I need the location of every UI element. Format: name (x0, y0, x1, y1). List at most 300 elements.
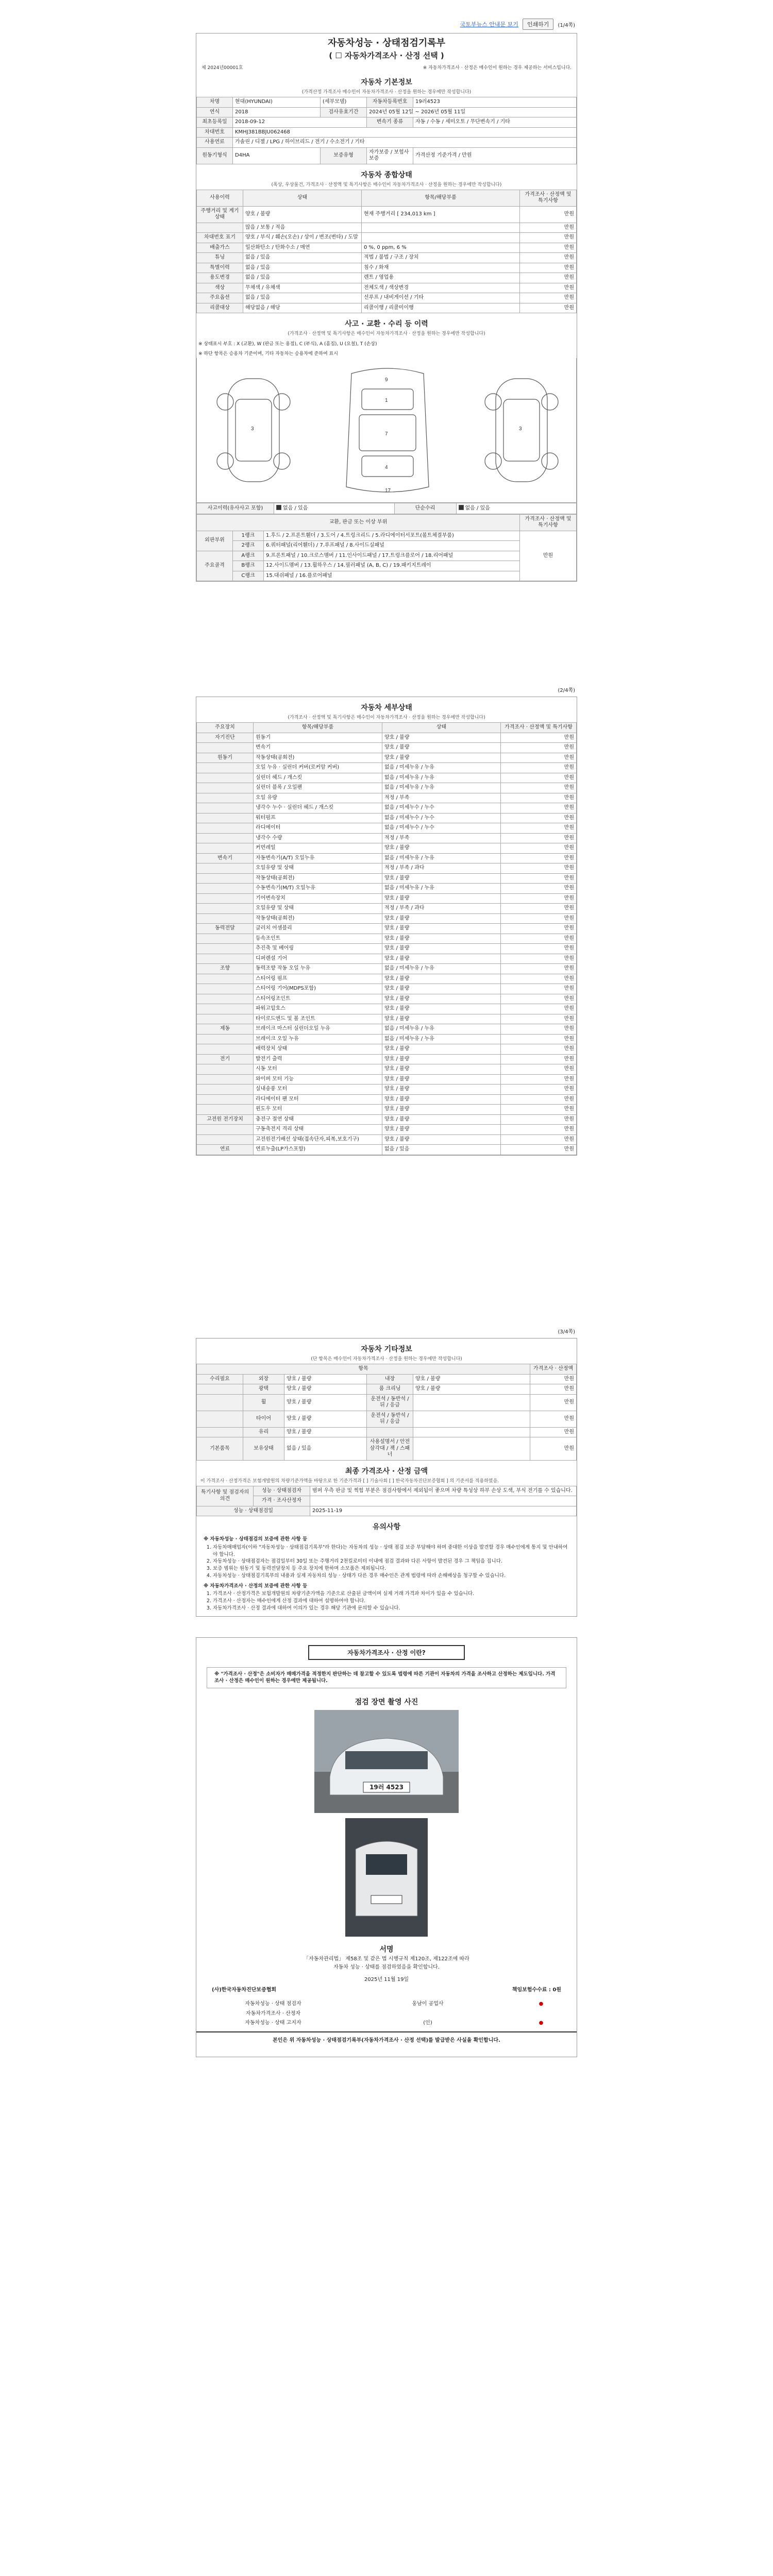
table-row (216, 1999, 557, 2009)
cell-label (197, 763, 254, 773)
table-row (197, 293, 577, 303)
detail-section-note: (가격조사 · 산정액 및 특기사항은 매수인이 자동차가격조사 · 산정을 원하는 경우에만 작성합니다) (288, 715, 485, 720)
list-item: 1. 자동차매매업자(이하 "자동차성능 · 상태점검기록부"라 한다)는 자동차의 성능 · 상태 점검 보증 부담해야 하며 중대한 이상을 발견할 경우 매수인에게 통지 및 안내하여야 합니다. (213, 1544, 569, 1558)
exchange-table (196, 514, 577, 582)
cell-label: 자동차가격조사 · 산정자 (245, 2010, 301, 2016)
notice-link[interactable]: 국토부뉴스 안내문 보기 (460, 21, 518, 28)
cell-value: 냉각수 수량 (254, 833, 382, 843)
cell-label: 1랭크 (233, 531, 264, 541)
cell-label: 자동차성능 · 상태 점검자 (245, 2001, 301, 2007)
cell-label: C랭크 (233, 571, 264, 581)
cell-value: 만원 (501, 1084, 577, 1095)
status-table (196, 190, 577, 314)
accident-section-title: 사고 · 교환 · 수리 등 이력 (345, 320, 428, 328)
list-item: 3. 자동차가격조사 · 산정 결과에 대하여 이의가 있는 경우 해당 기관에 문의할 수 있습니다. (213, 1605, 569, 1612)
cell-value: 양호 / 불량 (382, 1014, 501, 1024)
cell-value (413, 1394, 530, 1411)
car-damage-diagram (196, 358, 577, 503)
cell-label: 사용연료 (197, 138, 233, 148)
cell-value: 양호 / 불량 (413, 1384, 530, 1395)
table-row (197, 843, 577, 854)
cell-value: 양호 / 불량 (382, 1094, 501, 1105)
cell-value: 워터펌프 (254, 813, 382, 823)
cell-value: 양호 / 불량 (382, 924, 501, 934)
cell-label: 연식 (197, 107, 233, 117)
cell-label: 주요옵션 (197, 293, 243, 303)
cell-label: 자기진단 (197, 733, 254, 743)
cell-value: 양호 / 불량 (382, 974, 501, 984)
notice-title: 유의사항 (372, 1523, 401, 1531)
detail-section-title: 자동차 세부상태 (361, 704, 412, 712)
cell-label: 변속기 (197, 853, 254, 863)
cell-label: 동력전달 (197, 924, 254, 934)
cell-value (362, 223, 520, 233)
list-item: 2. 자동차성능 · 상태점검자는 점검일부터 30일 또는 주행거리 2천킬로미터 이내에 점검 결과와 다른 사항이 발견된 경우 그 책임을 집니다. (213, 1558, 569, 1565)
cell-label: 색상 (197, 283, 243, 293)
checkbox-icon (459, 505, 464, 510)
basic-info-table (196, 97, 577, 164)
column-header: 교환, 판금 또는 이상 부위 (197, 514, 520, 531)
cell-value: 없음 / 미세누유 / 누유 (382, 773, 501, 783)
cell-label (197, 1064, 254, 1075)
cell-label: 변속기 종류 (367, 117, 413, 128)
page-number: (3/4쪽) (558, 1329, 575, 1335)
svg-text:4: 4 (385, 465, 388, 470)
etc-table (196, 1364, 577, 1461)
cell-label: 원동기형식 (197, 147, 233, 164)
signature-block (196, 1955, 577, 2028)
detail-rows (197, 733, 577, 1155)
cell-value: 양호 / 불량 (382, 934, 501, 944)
cell-value: D4HA (233, 147, 321, 164)
cell-value: 실내송풍 모터 (254, 1084, 382, 1095)
cell-value: 만원 (501, 954, 577, 964)
accident-legend-2: ※ 하단 항목은 승용차 기준이며, 기타 자동차는 승용차에 준하여 표시 (198, 351, 338, 357)
cell-label: 배출가스 (197, 243, 243, 253)
table-row (197, 1506, 577, 1516)
cell-value: 선루프 / 내비게이션 / 기타 (362, 293, 520, 303)
cell-value: 현대(HYUNDAI) (233, 97, 321, 108)
table-row (197, 561, 577, 571)
top-toolbar (196, 15, 577, 33)
table-row (197, 541, 577, 551)
list-item: 1. 가격조사 · 산정가격은 보험개발원의 차량기준가액을 기준으로 산출된 금액이며 실제 거래 가격과 차이가 있을 수 있습니다. (213, 1590, 569, 1598)
cell-value: 가격산정 기준가격 / 만원 (413, 147, 577, 164)
table-row (197, 571, 577, 581)
cell-value: 없음 / 미세누유 / 누유 (382, 1024, 501, 1035)
cell-value: 만원 (520, 283, 577, 293)
cell-value: 디퍼렌셜 기어 (254, 954, 382, 964)
table-row (197, 743, 577, 753)
cell-label: 자동차성능 · 상태 고지자 (245, 2020, 301, 2026)
cell-label (197, 1014, 254, 1024)
table-row (197, 1145, 577, 1155)
table-row (197, 813, 577, 823)
etc-section-note: (단 항목은 매수인이 자동차가격조사 · 산정을 원하는 경우에만 작성합니다) (311, 1357, 462, 1362)
cell-label (197, 873, 254, 884)
cell-value: 양호 / 불량 (382, 753, 501, 763)
table-header-row (197, 190, 577, 206)
cell-value: 만원 (501, 974, 577, 984)
table-row (197, 924, 577, 934)
cell-value: 실린더 헤드 / 개스킷 (254, 773, 382, 783)
cell-value: 스티어링 기어(MDPS포함) (254, 984, 382, 994)
cell-value: 양호 / 불량 (382, 1084, 501, 1095)
cell-label: 사용설명서 / 안전삼각대 / 잭 / 스패너 (367, 1437, 413, 1461)
cell-label (197, 773, 254, 783)
basic-section-note: (가격산정 가격조사 매수인이 자동차가격조사 · 산정을 원하는 경우에만 작성합니다) (301, 90, 472, 95)
cell-value: 만원 (501, 813, 577, 823)
cell-label (197, 863, 254, 874)
cell-value: 만원 (501, 913, 577, 924)
cell-value: 양호 / 불량 (382, 1054, 501, 1064)
table-row (197, 531, 577, 541)
cell-value: 없음 / 미세누유 / 누유 (382, 783, 501, 793)
cell-value: 없음 / 미세누수 / 누수 (382, 823, 501, 834)
cell-label: 광택 (243, 1384, 284, 1395)
accident-legend: ※ 상태표시 부호 : X (교환), W (판금 또는 용접), C (부식), A (흠집), U (요철), T (손상) (198, 342, 377, 347)
cell-value: 만원 (530, 1384, 577, 1395)
notice-list-1 (213, 1544, 569, 1580)
cell-value: 없음 / 있음 (243, 253, 362, 263)
cell-value: 발전기 출력 (254, 1054, 382, 1064)
svg-text:9: 9 (385, 377, 388, 383)
record-sheet-4 (196, 1637, 577, 2057)
cell-value: 해당없음 / 해당 (243, 303, 362, 313)
cell-text: 없음 / 있음 (283, 505, 308, 511)
cell-value: 만원 (501, 853, 577, 863)
cell-label (197, 1125, 254, 1135)
cell-value: 적정 / 부족 / 과다 (382, 904, 501, 914)
table-row (197, 551, 577, 561)
svg-text:3: 3 (251, 426, 254, 432)
front-photo (314, 1710, 459, 1813)
cell-label (197, 1394, 243, 1411)
cell-value: 양호 / 불량 (382, 1064, 501, 1075)
print-button[interactable]: 인쇄하기 (523, 19, 554, 30)
table-row (197, 1024, 577, 1035)
cell-value: 만원 (520, 273, 577, 283)
cell-value: 2024년 05월 12일 ~ 2026년 05월 11일 (367, 107, 577, 117)
cell-label: 휠 (243, 1394, 284, 1411)
cell-value: 만원 (530, 1374, 577, 1384)
cell-label: 타이어 (243, 1411, 284, 1427)
table-row (197, 1084, 577, 1095)
cell-value: 동력조향 작동 오일 누유 (254, 964, 382, 974)
cell-label (197, 1034, 254, 1044)
cell-value: 양호 / 불량 (382, 913, 501, 924)
cell-value: 오일 유량 (254, 793, 382, 803)
signature-fee: 책임보험수수료 : 0원 (512, 1987, 561, 1993)
cell-value: 추진축 및 베어링 (254, 944, 382, 954)
table-row (197, 773, 577, 783)
table-row (197, 1384, 577, 1395)
cell-value: 양호 / 불량 (382, 954, 501, 964)
table-row (197, 243, 577, 253)
cell-value: 양호 / 부식 / 훼손(오손) / 상이 / 변조(변타) / 도말 (243, 233, 362, 243)
cell-value: 클러치 어셈블리 (254, 924, 382, 934)
cell-value: 양호 / 불량 (382, 733, 501, 743)
page-number: (1/4쪽) (558, 22, 575, 28)
table-header-row (197, 514, 577, 531)
photo-section-title: 점검 장면 촬영 사진 (355, 1698, 418, 1707)
cell-value: 만원 (501, 1064, 577, 1075)
signer-table (216, 1999, 557, 2028)
table-row (197, 1064, 577, 1075)
cell-label (197, 833, 254, 843)
cell-value: 리콜이행 / 리콜미이행 (362, 303, 520, 313)
table-row (197, 884, 577, 894)
cell-value: 오일 누유 · 실린더 커버(로커암 커버) (254, 763, 382, 773)
cell-value (310, 1496, 577, 1506)
table-row (197, 1394, 577, 1411)
cell-value: 냉각수 누수 · 실린더 헤드 / 개스킷 (254, 803, 382, 814)
cell-label: 검사유효기간 (321, 107, 367, 117)
table-row (197, 1437, 577, 1461)
table-row (197, 1094, 577, 1105)
cell-value: 현재 주행거리 [ 234,013 km ] (362, 206, 520, 223)
cell-label: 주행거리 및 계기상태 (197, 206, 243, 223)
cell-label (197, 783, 254, 793)
notice-list-2 (213, 1590, 569, 1612)
cell-value: 적법 / 불법 / 구조 / 장치 (362, 253, 520, 263)
cell-value: 양호 / 불량 (382, 1134, 501, 1145)
svg-text:1: 1 (385, 398, 388, 403)
cell-value: 기어변속장치 (254, 893, 382, 904)
cell-value: 만원 (501, 843, 577, 854)
cell-value: 연료누출(LP가스포함) (254, 1145, 382, 1155)
cell-value (456, 503, 577, 514)
cell-value: 19러4523 (413, 97, 577, 108)
cell-value: 만원 (501, 1024, 577, 1035)
page-3-toolbar (196, 1324, 577, 1338)
cell-value: 9.프론트패널 / 10.크로스멤버 / 11.인사이드패널 / 17.트렁크플로어 / 18.리어패널 (264, 551, 520, 561)
cell-value: 만원 (520, 293, 577, 303)
table-row (197, 863, 577, 874)
cell-value: 만원 (501, 1034, 577, 1044)
cell-value: 만원 (520, 243, 577, 253)
cell-value: 만원 (520, 531, 577, 581)
cell-label: 자동차등록번호 (367, 97, 413, 108)
cell-value: 없음 / 미세누수 / 누수 (382, 803, 501, 814)
cell-value: 커먼레일 (254, 843, 382, 854)
cell-value: 없음 / 미세누유 / 누유 (382, 853, 501, 863)
cell-value: 브레이크 마스터 실린더오일 누유 (254, 1024, 382, 1035)
table-row (197, 1114, 577, 1125)
cell-label: 내장 (367, 1374, 413, 1384)
cell-value: 적정 / 부족 (382, 833, 501, 843)
cell-value: 작동상태(공회전) (254, 753, 382, 763)
cell-value: 양호 / 불량 (284, 1374, 367, 1384)
etc-rows (197, 1374, 577, 1460)
cell-value: 오일유량 및 상태 (254, 904, 382, 914)
cell-value: 많음 / 보통 / 적음 (243, 223, 362, 233)
cell-label (197, 1384, 243, 1395)
column-header: 항목/해당부품 (254, 723, 382, 733)
cell-value: 만원 (501, 1145, 577, 1155)
cell-label: 연료 (197, 1145, 254, 1155)
cell-value: 양호 / 불량 (382, 944, 501, 954)
svg-text:17: 17 (385, 488, 391, 494)
cell-label: 특기사항 및 점검자의 의견 (197, 1486, 254, 1506)
cell-label: 고전원 전기장치 (197, 1114, 254, 1125)
cell-value: 1.후드 / 2.프론트휀더 / 3.도어 / 4.트렁크리드 / 5.라디에이터서포트(볼트체결부품) (264, 531, 520, 541)
cell-value: 12.사이드멤버 / 13.휠하우스 / 14.필러패널 (A, B, C) / 19.패키지트레이 (264, 561, 520, 571)
cell-label (197, 1074, 254, 1084)
table-row (197, 1496, 577, 1506)
cell-value: 스티어링조인트 (254, 994, 382, 1004)
cell-label (197, 823, 254, 834)
cell-value: 만원 (501, 944, 577, 954)
cell-value: 범퍼 우측 판금 및 찍힘 부분은 점검사항에서 제외됨이 좋으며 차량 특성상 하부 손상 도색, 부식 전기를 수 있습니다. (310, 1486, 577, 1496)
cell-value (413, 1437, 530, 1461)
cell-value: 만원 (520, 303, 577, 313)
cell-value: 양호 / 불량 (382, 984, 501, 994)
cell-value: 양호 / 불량 (382, 1114, 501, 1125)
document-meta (196, 63, 577, 72)
cell-label (197, 974, 254, 984)
cell-value: 배력장치 상태 (254, 1044, 382, 1055)
cell-value: 없음 / 미세누유 / 누유 (382, 964, 501, 974)
cell-value: 양호 / 불량 (382, 1125, 501, 1135)
signature-line-1: 「자동차관리법」 제58조 및 같은 법 시행규칙 제120조, 제122조에 따라 (304, 1956, 469, 1962)
cell-label: 룸 크리닝 (367, 1384, 413, 1395)
cell-value: 만원 (501, 1094, 577, 1105)
cell-value: 작동상태(공회전) (254, 913, 382, 924)
cell-value: 전체도색 / 색상변경 (362, 283, 520, 293)
table-row (197, 1486, 577, 1496)
cell-value: 등속조인트 (254, 934, 382, 944)
cell-value: (세부모델) (321, 97, 367, 108)
page-2 (196, 683, 577, 1156)
cell-label: 주요골격 (197, 551, 233, 581)
table-row (197, 233, 577, 243)
cell-value: 스티어링 펌프 (254, 974, 382, 984)
table-row (197, 303, 577, 313)
cell-label (197, 984, 254, 994)
cell-value: 양호 / 불량 (382, 873, 501, 884)
cell-value: 만원 (501, 773, 577, 783)
cell-value: 없음 / 미세누유 / 누유 (382, 763, 501, 773)
table-row (197, 206, 577, 223)
cell-value: 만원 (501, 904, 577, 914)
plate-number: 19러 4523 (369, 1784, 404, 1791)
svg-text:7: 7 (385, 431, 388, 437)
signature-title: 서명 (379, 1945, 394, 1954)
price-table (196, 1486, 577, 1517)
table-row (197, 253, 577, 263)
basic-section-title: 자동차 기본정보 (361, 78, 412, 87)
cell-value: 자가보증 / 보험사보증 (367, 147, 413, 164)
cell-label: 수리필요 (197, 1374, 243, 1384)
table-row (197, 944, 577, 954)
cell-label: A랭크 (233, 551, 264, 561)
cell-value: 수동변속기(M/T) 오일누유 (254, 884, 382, 894)
price-section-title: 최종 가격조사 · 산정 금액 (345, 1467, 428, 1476)
notice-block (196, 1533, 577, 1616)
table-row (197, 1074, 577, 1084)
cell-value: 실린더 블록 / 오일팬 (254, 783, 382, 793)
table-row (197, 1034, 577, 1044)
cell-value: 만원 (530, 1437, 577, 1461)
table-row (197, 263, 577, 273)
cell-value (274, 503, 395, 514)
cell-value: 만원 (501, 984, 577, 994)
cell-value (330, 2009, 526, 2019)
cell-label (197, 944, 254, 954)
cell-value: 와이퍼 모터 기능 (254, 1074, 382, 1084)
cell-value: 만원 (520, 263, 577, 273)
cell-label: 제동 (197, 1024, 254, 1035)
table-row (197, 934, 577, 944)
cell-value: 브레이크 오일 누유 (254, 1034, 382, 1044)
cell-label: 유리 (243, 1427, 284, 1437)
table-header-row (197, 723, 577, 733)
cell-label (197, 743, 254, 753)
cell-value: 윈도우 모터 (254, 1105, 382, 1115)
cell-label (197, 793, 254, 803)
cell-value: 없음 / 있음 (382, 1145, 501, 1155)
list-item: 4. 자동차성능 · 상태점검기록부의 내용과 실제 자동차의 성능 · 상태가 다른 경우 매수인은 관계 법령에 따라 손해배상을 청구할 수 있습니다. (213, 1572, 569, 1580)
column-header: 가격조사 · 산정액 및 특기사항 (520, 514, 577, 531)
cell-value: 양호 / 불량 (382, 1004, 501, 1014)
table-row (197, 984, 577, 994)
cell-value: 만원 (501, 994, 577, 1004)
cell-value: 만원 (501, 964, 577, 974)
confirmation-footer: 본인은 위 자동차성능 · 상태점검기록부(자동차가격조사 · 산정 선택)를 발급받은 사실을 확인합니다. (196, 2031, 577, 2046)
cell-value: 만원 (501, 1004, 577, 1014)
column-header: 가격조사 · 산정액 및 특기사항 (501, 723, 577, 733)
cell-value: 적정 / 부족 / 과다 (382, 863, 501, 874)
checkbox-icon (276, 505, 281, 510)
cell-value: 원동기 (254, 733, 382, 743)
cell-label (197, 904, 254, 914)
cell-value: 일산화탄소 / 탄화수소 / 매연 (243, 243, 362, 253)
cell-label: 단순수리 (394, 503, 456, 514)
seal-icon: ● (539, 2001, 544, 2007)
cell-label: 2랭크 (233, 541, 264, 551)
cell-value: 없음 / 미세누유 / 누유 (382, 884, 501, 894)
cell-label (197, 1411, 243, 1427)
rear-photo (345, 1818, 428, 1937)
notice-sub-1: ※ 자동차성능 · 상태점검의 보증에 관한 사항 등 (204, 1536, 308, 1542)
table-row (197, 733, 577, 743)
cell-value: 만원 (501, 763, 577, 773)
svg-text:3: 3 (519, 426, 522, 432)
column-header: 사용이력 (197, 190, 243, 206)
cell-value: 양호 / 불량 (382, 1105, 501, 1115)
cell-label: 보유상태 (243, 1437, 284, 1461)
cell-value: 만원 (501, 1044, 577, 1055)
cell-value: 만원 (501, 1054, 577, 1064)
document-header (196, 36, 577, 61)
cell-value: 구동축전지 격리 상태 (254, 1125, 382, 1135)
cell-text: 없음 / 있음 (465, 505, 490, 511)
page-2-toolbar (196, 683, 577, 697)
table-row (197, 974, 577, 984)
cell-value: 만원 (501, 1074, 577, 1084)
cell-label (197, 994, 254, 1004)
cell-value: 양호 / 불량 (284, 1411, 367, 1427)
cell-value: 만원 (520, 233, 577, 243)
cell-label: 외판부위 (197, 531, 233, 551)
list-item: 2. 가격조사 · 산정자는 매수인에게 산정 결과에 대하여 설명하여야 합니다. (213, 1598, 569, 1605)
table-row (197, 223, 577, 233)
column-header: 주요장치 (197, 723, 254, 733)
cell-value: 없음 / 있음 (243, 273, 362, 283)
table-row (197, 1014, 577, 1024)
cell-value: 만원 (501, 743, 577, 753)
